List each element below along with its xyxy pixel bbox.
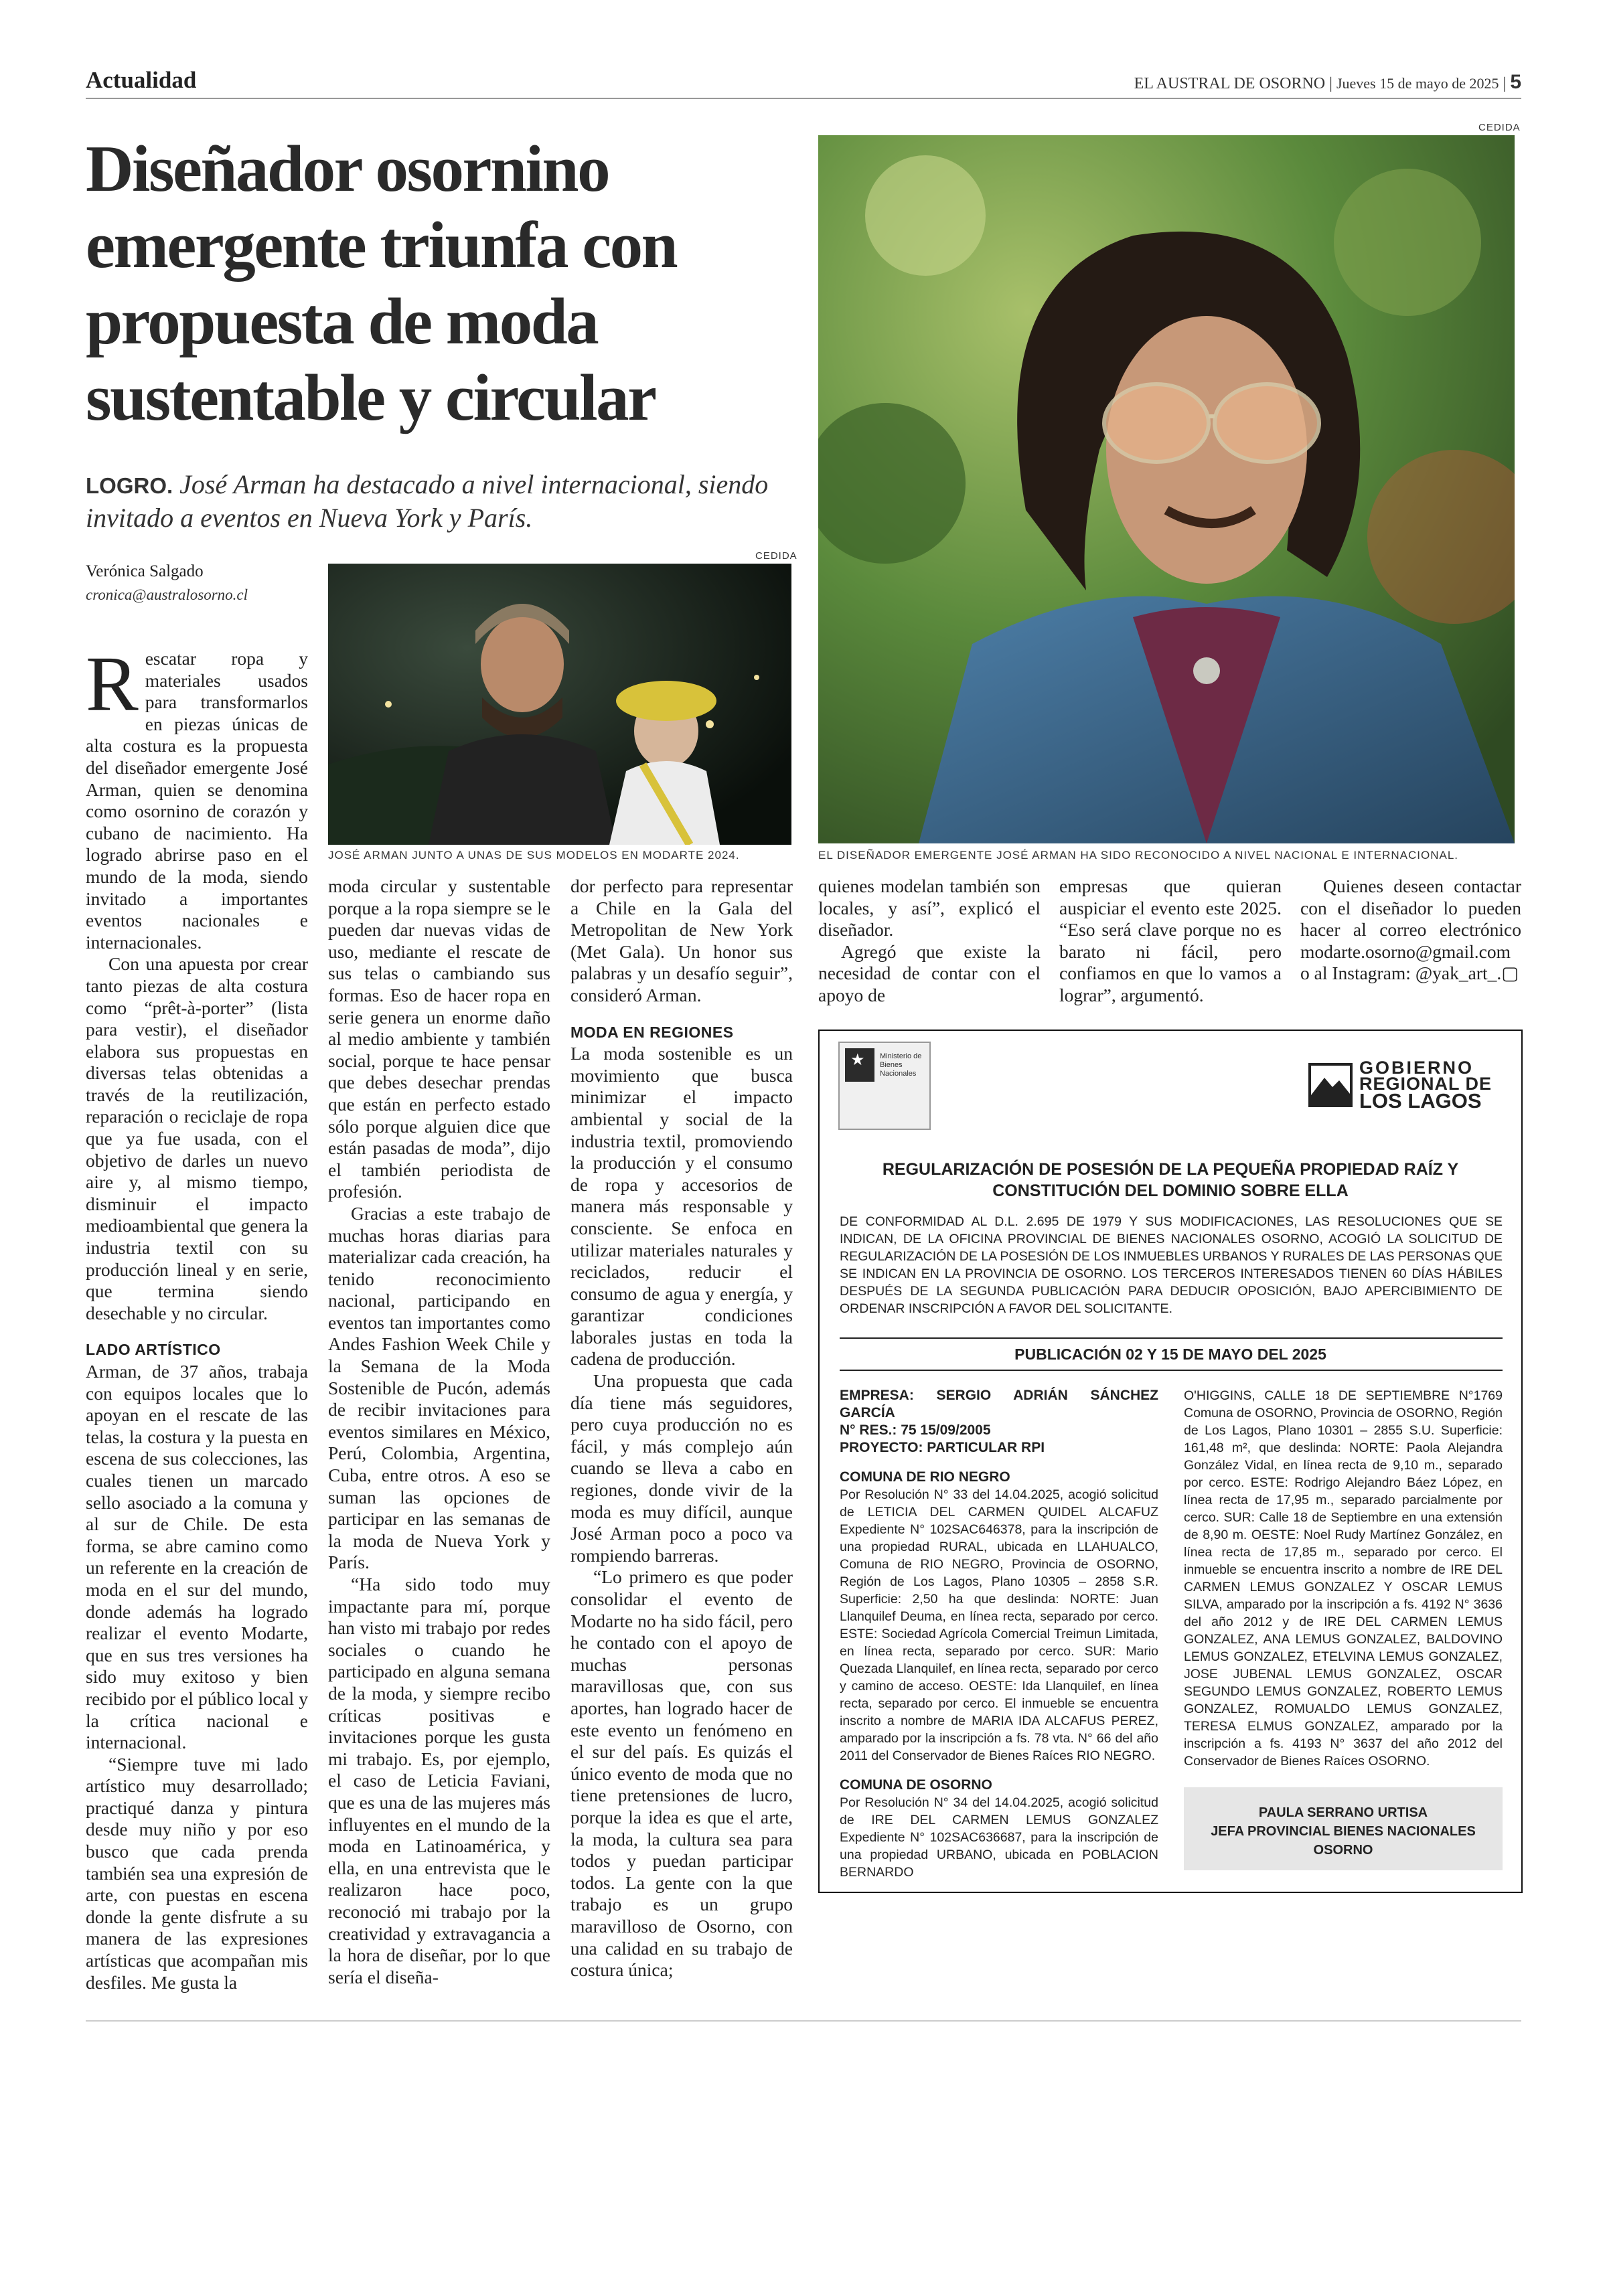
article-column-6 <box>1300 876 1521 985</box>
ministry-logo <box>838 1042 931 1130</box>
page-number: 5 <box>1510 71 1521 93</box>
notice-project: PROYECTO: PARTICULAR RPI <box>840 1440 1045 1455</box>
masthead-info <box>1134 71 1521 94</box>
paragraph: moda circular y sustentable porque a la ropa siempre se le pueden dar nuevas vidas de uso, mediante el rescate de sus telas o cambiando sus formas. Eso de hacer ropa en serie genera un enorme daño al medio ambiente y también social, porque te hace pensar que debes desechar prendas que están en perfecto estado sólo porque alguien dice que están pasadas de moda”, dijo el también periodista de profesión. <box>328 876 550 1202</box>
gov-regional-logo <box>1308 1059 1503 1113</box>
separator: | <box>1325 75 1336 92</box>
paragraph: “Siempre tuve mi lado artístico muy desarrollado; practiqué danza y pintura desde muy niño y por eso busco que cada prenda también sea una expresión de arte, con puestas en escena donde la gente disfrute a su manera de las expresiones artísticas que acompañan mis desfiles. Me gusta la <box>86 1753 308 1993</box>
byline-author: Verónica Salgado <box>86 562 204 580</box>
article-column-1 <box>86 640 308 1993</box>
issue-date: Jueves 15 de mayo de 2025 <box>1336 75 1499 92</box>
lead-text: José Arman ha destacado a nivel internacional, siendo invitado a eventos en Nueva York y París. <box>86 469 769 533</box>
separator: | <box>1499 75 1511 92</box>
notice-company: EMPRESA: SERGIO ADRIÁN SÁNCHEZ GARCÍA <box>840 1388 1158 1420</box>
footer-rule <box>86 2020 1521 2022</box>
notice-text: O'HIGGINS, CALLE 18 DE SEPTIEMBRE N°1769 Comuna de OSORNO, Provincia de OSORNO, Región de Los Lagos, Plano 10301 – 2855 S.U. Superficie: 161,48 m², que deslinda: NORTE: Paola Alejandra González Vidal, en línea recta de 9,10 m., separado por cerco. ESTE: Rodrigo Alejandro Báez López, en línea recta de 17,95 m., separado parcialmente por cerco. SUR: Calle 18 de Septiembre en una extensión de 8,90 m. OESTE: Noel Rudy Martínez González, en línea recta de 17,85 m., separado por cerco. El inmueble se encuentra inscrito a nombre de IRE DEL CARMEN LEMUS GONZALEZ Y OSCAR LEMUS SILVA, amparado por la inscripción a fs. 4192 N° 3636 del año 2012 y de IRE DEL CARMEN LEMUS GONZALEZ, ANA LEMUS GONZALEZ, BALDOVINO LEMUS GONZALEZ, ETELVINA LEMUS GONZALEZ, JOSE JUBENAL LEMUS GONZALEZ, OSCAR SEGUNDO LEMUS GONZALEZ, ROBERTO LEMUS GONZALEZ, ROMUALDO LEMUS GONZALEZ, TERESA ELMUS GONZALEZ, amparado por la inscripción a fs. 4193 N° 3637 del año 2012 del Conservador de Bienes Raíces OSORNO. <box>1184 1388 1503 1769</box>
man-head <box>481 616 564 712</box>
notice-column-1 <box>840 1387 1158 1881</box>
subheading: MODA EN REGIONES <box>570 1023 734 1041</box>
byline-email[interactable]: cronica@australosorno.cl <box>86 586 248 603</box>
headline-line: propuesta de moda <box>86 285 598 358</box>
article-column-3 <box>570 876 793 1981</box>
section-label: Actualidad <box>86 67 197 93</box>
notice-commune: COMUNA DE RIO NEGRO <box>840 1469 1010 1485</box>
star-icon: ★ <box>850 1051 865 1069</box>
photo-small <box>328 564 791 845</box>
photo-large-credit: CEDIDA <box>1478 122 1521 133</box>
notice-title: REGULARIZACIÓN DE POSESIÓN DE LA PEQUEÑA PROPIEDAD RAÍZ Y <box>882 1160 1459 1179</box>
article-column-5 <box>1059 876 1282 1007</box>
paragraph: escatar ropa y materiales usados para transformarlos en piezas únicas de alta costura es la propuesta del diseñador emergente José Arman, quien se denomina como osornino de corazón y cubano de nacimiento. Ha logrado abrirse paso en el mundo de la moda, siendo invitado a importantes eventos nacionales e internacionales. <box>86 648 308 953</box>
notice-rule <box>840 1370 1503 1371</box>
photo-small-caption: JOSÉ ARMAN JUNTO A UNAS DE SUS MODELOS EN MODARTE 2024. <box>328 849 740 862</box>
notice-title: CONSTITUCIÓN DEL DOMINIO SOBRE ELLA <box>992 1181 1349 1200</box>
paragraph: “Lo primero es que poder consolidar el evento de Modarte no ha sido fácil, pero he contado con el apoyo de muchas personas maravillosas que, con sus aportes, han logrado hacer de este evento un fenómeno en el sur del país. Es quizás el único evento de moda que no tiene pretensiones de lucro, porque la idea es que el arte, la moda, la cultura sea para todos y puedan participar todos. La gente con la que trabajo es un grupo maravilloso de Osorno, con una calidad en su trabajo de costura única; <box>570 1566 793 1981</box>
subheading: LADO ARTÍSTICO <box>86 1341 221 1359</box>
header-rule <box>86 98 1521 99</box>
photo-large-caption: EL DISEÑADOR EMERGENTE JOSÉ ARMAN HA SIDO RECONOCIDO A NIVEL NACIONAL E INTERNACIONAL. <box>818 849 1459 862</box>
light-dot <box>754 675 759 680</box>
light-dot <box>385 701 392 708</box>
notice-column-2 <box>1184 1387 1503 1770</box>
light-dot <box>706 720 714 728</box>
paragraph: dor perfecto para representar a Chile en la Gala del Metropolitan de New York (Met Gala). Un honor sus palabras y un desafío seguir”, consideró Arman. <box>570 876 793 1005</box>
article-column-4 <box>818 876 1041 1007</box>
paragraph: Gracias a este trabajo de muchas horas diarias para materializar cada creación, ha tenido reconocimiento nacional, participando en eventos tan importantes como Andes Fashion Week Chile y la Semana de la Moda Sostenible de Pucón, además de recibir invitaciones para eventos similares en México, Perú, Colombia, Argentina, Cuba, entre otros. A eso se suman las opciones de participar en las semanas de la moda de Nueva York y París. <box>328 1202 550 1573</box>
article-column-2 <box>328 876 550 1988</box>
headline-line: sustentable y circular <box>86 361 656 434</box>
gov-logo-line: LOS LAGOS <box>1359 1089 1482 1113</box>
headline <box>86 131 795 436</box>
photo-small-image <box>328 564 791 845</box>
signature-box <box>1184 1787 1503 1870</box>
lead-paragraph <box>86 469 802 534</box>
notice-text: Por Resolución N° 33 del 14.04.2025, acogió solicitud de LETICIA DEL CARMEN QUIDEL ALCAFUZ Expediente N° 102SAC646378, para la inscripción de una propiedad RURAL, ubicada en LLAHUALCO, Comuna de RIO NEGRO, Provincia de OSORNO, Región de Los Lagos, Plano 10305 – 2858 S.R. Superficie: 2,50 ha que deslinda: NORTE: Juan Llanquilef Deuma, en línea recta, separado por cerco. ESTE: Sociedad Agrícola Comercial Treimun Limitada, en línea recta, separado por cerco. SUR: Mario Quezada Llanquilef, en línea recta, separado por cerco y camino de acceso. OESTE: Ida Llanquilef, en línea recta, separado por cerco. El inmueble se encuentra inscrito a nombre de MARIA IDA ALCAFUS PEREZ, amparado por la inscripción a fs. 78 vta. N° 66 del año 2011 del Conservador de Bienes Raíces RIO NEGRO. <box>840 1487 1158 1763</box>
paragraph: Arman, de 37 años, trabaja con equipos locales que lo apoyan en el rescate de las telas, la costura y la puesta en escena de sus colecciones, las cuales tienen un marcado sello asociado a la comuna y al sur de Chile. De esta forma, se abre camino como un referente en la creación de moda en el sur del mundo, donde además ha logrado realizar el evento Modarte, que en sus tres versiones ha sido muy exitoso y bien recibido por el público local y la crítica nacional e internacional. <box>86 1361 308 1753</box>
notice-rule <box>840 1337 1503 1339</box>
ministry-logo-text: Ministerio de Bienes Nacionales <box>880 1052 922 1078</box>
photo-large <box>818 135 1515 843</box>
mountain-icon <box>1308 1063 1353 1107</box>
lead-tag: LOGRO. <box>86 473 173 498</box>
paragraph: empresas que quieran auspiciar el evento este 2025. “Eso será clave porque no es barato ni fácil, pero confiamos en que lo vamos a lograr”, argumentó. <box>1059 876 1282 1005</box>
paper-name: EL AUSTRAL DE OSORNO <box>1134 75 1326 92</box>
paragraph: Agregó que existe la necesidad de contar con el apoyo de <box>818 940 1041 1005</box>
headline-line: Diseñador osornino <box>86 133 609 206</box>
signature-name: PAULA SERRANO URTISA <box>1258 1805 1428 1820</box>
paragraph: quienes modelan también son locales, y así”, explicó el diseñador. <box>818 876 1041 940</box>
gov-logo-line: GOBIERNO <box>1359 1058 1474 1078</box>
paragraph: “Ha sido todo muy impactante para mí, porque han visto mi trabajo por redes sociales o cuando he participado en alguna semana de la moda, y siempre recibo críticas positivas e invitaciones porque les gusta mi trabajo. Es, por ejemplo, el caso de Leticia Faviani, que es una de las mujeres más influyentes en el mundo de la moda en Latinoamérica, y ella, en una entrevista que le realizaron hace poco, reconoció mi trabajo por la creatividad y extravagancia a la hora de diseñar, por lo que sería el diseña- <box>328 1574 550 1987</box>
signature-role: JEFA PROVINCIAL BIENES NACIONALES <box>1211 1824 1476 1839</box>
paragraph: Con una apuesta por crear tanto piezas de alta costura como “prêt-à-porter” (lista para vestir), el diseñador elabora sus propuestas en diversas telas obtenidas a través de la reutilización, reparación o reciclaje de ropa que ya fue usada, con el objetivo de darles un nuevo aire y, al mismo tiempo, disminuir el impacto medioambiental que genera la industria textil con su producción lineal y en serie, que termina siendo desechable y no circular. <box>86 953 308 1323</box>
notice-text: Por Resolución N° 34 del 14.04.2025, acogió solicitud de IRE DEL CARMEN LEMUS GONZALEZ Expediente N° 102SAC636687, para la inscripción de una propiedad URBANO, ubicada en POBLACION BERNARDO <box>840 1795 1158 1880</box>
signature-office: OSORNO <box>1313 1843 1373 1858</box>
government-notice-ad <box>818 1030 1523 1893</box>
paragraph: Una propuesta que cada día tiene más seguidores, pero cuya producción no es fácil, y más complejo aún cuando se lleva a cabo en regiones, donde vivir de la moda es muy difícil, aunque José Arman poco a poco va rompiendo barreras. <box>570 1370 793 1566</box>
notice-resolution: N° RES.: 75 15/09/2005 <box>840 1422 991 1438</box>
headline-line: emergente triunfa con <box>86 209 677 282</box>
photo-small-credit: CEDIDA <box>755 550 797 562</box>
notice-commune: COMUNA DE OSORNO <box>840 1777 992 1793</box>
publication-dates: PUBLICACIÓN 02 Y 15 DE MAYO DEL 2025 <box>1014 1345 1326 1363</box>
gov-logo-line: REGIONAL DE <box>1359 1074 1493 1094</box>
photo-large-image <box>818 135 1515 843</box>
paragraph: Quienes deseen contactar con el diseñador lo pueden hacer al correo electrónico modarte.osorno@gmail.com o al Instagram: @yak_art_.▢ <box>1300 876 1521 984</box>
paragraph: La moda sostenible es un movimiento que busca minimizar el impacto ambiental y social de la industria textil, promoviendo la producción y el consumo de ropa y accesorios de manera más responsable y consciente. Se enfoca en utilizar materiales naturales y reciclados, reducir el consumo de agua y energía, y garantizar condiciones laborales justas en toda la cadena de producción. <box>570 1043 793 1370</box>
notice-intro: DE CONFORMIDAD AL D.L. 2.695 DE 1979 Y SUS MODIFICACIONES, LAS RESOLUCIONES QUE SE INDICAN, DE LA OFICINA PROVINCIAL DE BIENES NACIONALES OSORNO, ACOGIÓ LA SOLICITUD DE REGULARIZACIÓN DE LA POSESIÓN DE LOS INMUEBLES URBANOS Y RURALES DE LAS PERSONAS QUE SE INDICAN EN LA PROVINCIA DE OSORNO. LOS TERCEROS INTERESADOS TIENEN 60 DÍAS HÁBILES DESPUÉS DE LA SEGUNDA PUBLICACIÓN PARA DEDUCIR OPOSICIÓN, BAJO APERCIBIMIENTO DE ORDENAR INSCRIPCIÓN A FAVOR DEL SOLICITANTE. <box>840 1214 1503 1316</box>
drop-cap: R <box>86 640 139 728</box>
